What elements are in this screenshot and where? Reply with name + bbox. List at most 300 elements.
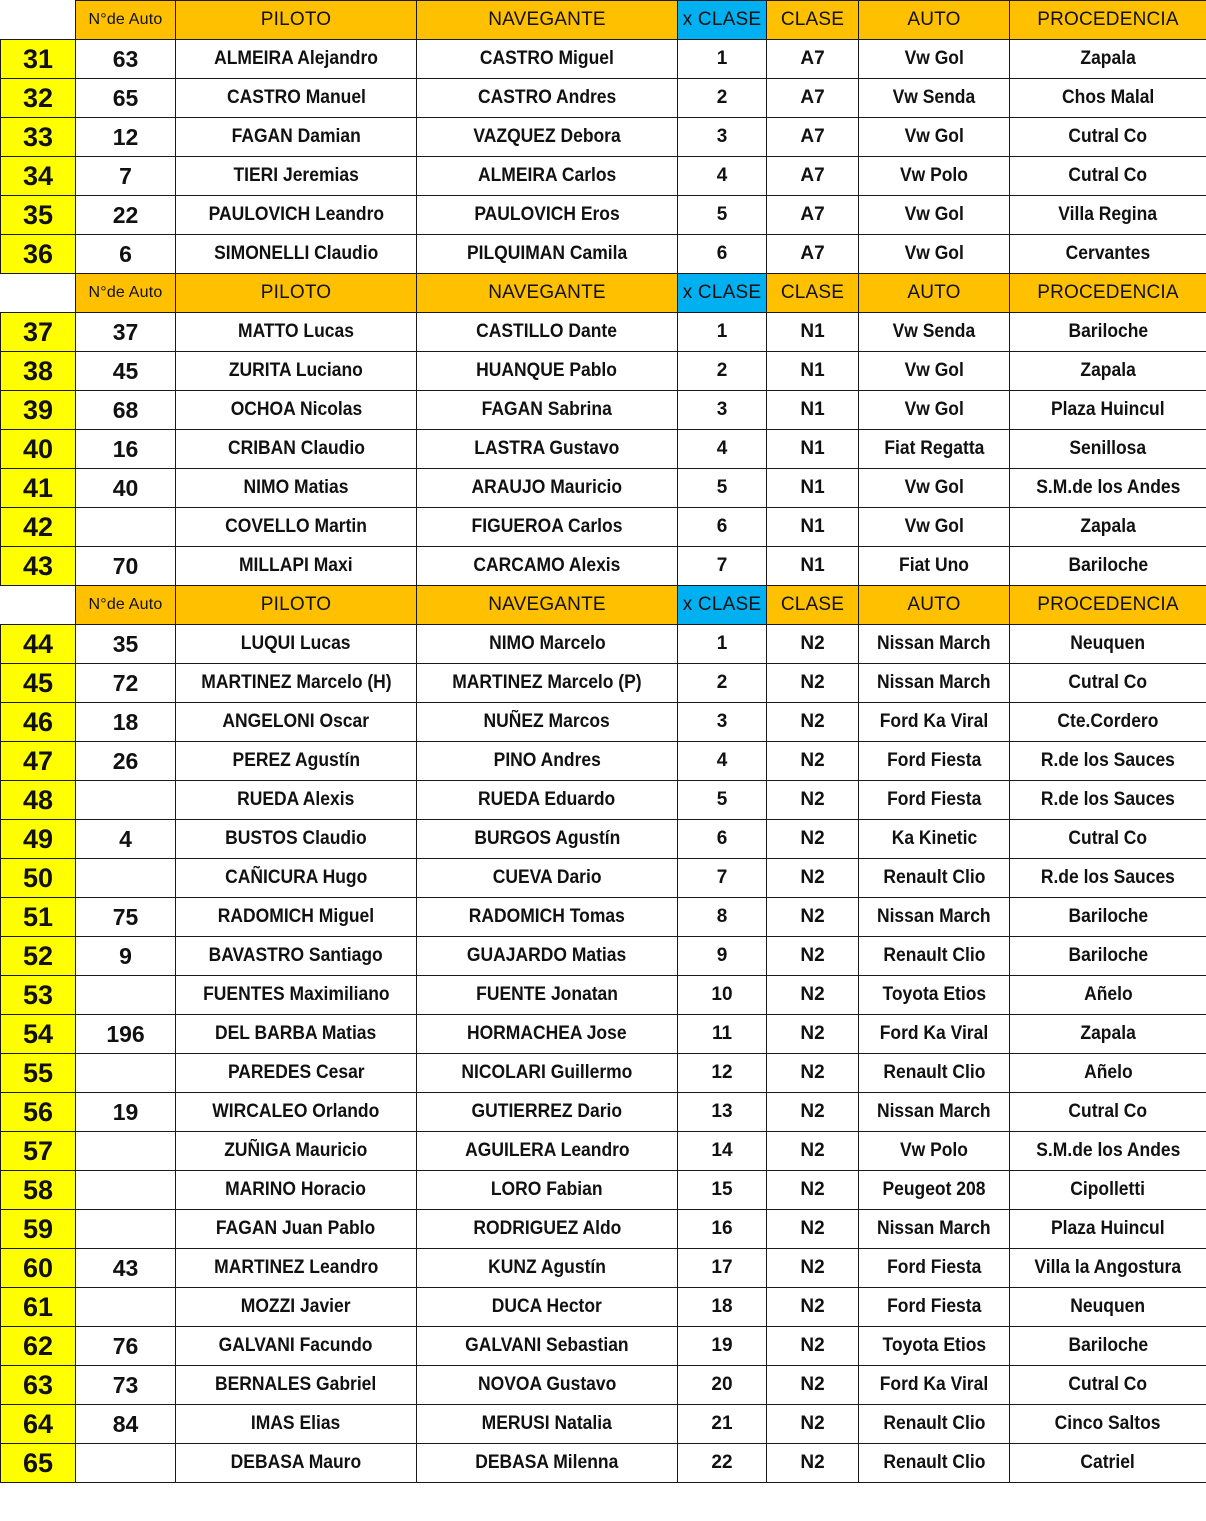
cell-piloto [176, 1366, 417, 1405]
cell-procedencia-text: R.de los Sauces [1040, 789, 1176, 810]
cell-procedencia-text: Cutral Co [1068, 1374, 1148, 1395]
cell-numero: 18 [76, 703, 176, 742]
table-row [1, 469, 1206, 508]
cell-navegante [417, 898, 678, 937]
cell-auto-text: Ford Fiesta [886, 1257, 982, 1278]
cell-procedencia-text: Cutral Co [1068, 126, 1148, 147]
cell-numero: 12 [76, 118, 176, 157]
cell-piloto-text: MOZZI Javier [241, 1296, 351, 1317]
cell-auto [859, 1327, 1010, 1366]
cell-navegante-text: RADOMICH Tomas [468, 906, 626, 927]
cell-piloto-text: CRIBAN Claudio [227, 438, 365, 459]
cell-procedencia [1010, 1054, 1206, 1093]
cell-position: 42 [1, 508, 76, 547]
cell-numero [76, 1171, 176, 1210]
cell-x-clase: 21 [678, 1405, 767, 1444]
cell-navegante [417, 664, 678, 703]
cell-procedencia-text: Neuquen [1070, 633, 1146, 654]
cell-piloto [176, 1210, 417, 1249]
cell-x-clase: 19 [678, 1327, 767, 1366]
cell-navegante-text: NUÑEZ Marcos [483, 711, 611, 732]
cell-piloto [176, 976, 417, 1015]
cell-clase: N2 [767, 1054, 859, 1093]
cell-auto-text: Fiat Uno [899, 555, 969, 576]
cell-numero: 40 [76, 469, 176, 508]
header-procedencia: PROCEDENCIA [1010, 586, 1206, 625]
cell-clase: N2 [767, 1327, 859, 1366]
cell-auto-text: Ka Kinetic [891, 828, 977, 849]
cell-numero: 76 [76, 1327, 176, 1366]
cell-clase: N1 [767, 313, 859, 352]
cell-clase: N2 [767, 1015, 859, 1054]
cell-x-clase: 15 [678, 1171, 767, 1210]
cell-procedencia-text: Bariloche [1068, 906, 1148, 927]
cell-procedencia-text: Bariloche [1068, 555, 1148, 576]
cell-navegante-text: MARTINEZ Marcelo (P) [452, 672, 642, 693]
header-blank-cell [1, 274, 76, 313]
cell-piloto-text: ANGELONI Oscar [222, 711, 370, 732]
cell-auto [859, 898, 1010, 937]
cell-clase: N2 [767, 1210, 859, 1249]
cell-piloto [176, 1288, 417, 1327]
cell-position: 47 [1, 742, 76, 781]
cell-procedencia-text: Catriel [1080, 1452, 1136, 1473]
cell-procedencia [1010, 781, 1206, 820]
cell-procedencia-text: Plaza Huincul [1051, 399, 1165, 420]
cell-numero [76, 859, 176, 898]
cell-piloto [176, 313, 417, 352]
cell-procedencia [1010, 703, 1206, 742]
cell-procedencia [1010, 742, 1206, 781]
cell-piloto-text: RUEDA Alexis [237, 789, 355, 810]
cell-auto-text: Nissan March [877, 1218, 991, 1239]
cell-procedencia-text: Zapala [1080, 1023, 1136, 1044]
cell-navegante [417, 937, 678, 976]
cell-piloto-text: DEBASA Mauro [230, 1452, 362, 1473]
cell-auto-text: Nissan March [877, 633, 991, 654]
cell-navegante [417, 1210, 678, 1249]
cell-navegante-text: PAULOVICH Eros [474, 204, 620, 225]
cell-numero: 26 [76, 742, 176, 781]
table-row [1, 1405, 1206, 1444]
cell-procedencia-text: Zapala [1080, 360, 1136, 381]
header-blank-cell [1, 1, 76, 40]
cell-navegante [417, 1054, 678, 1093]
cell-numero [76, 1054, 176, 1093]
cell-auto-text: Renault Clio [883, 867, 985, 888]
cell-navegante [417, 40, 678, 79]
cell-numero [76, 1444, 176, 1483]
cell-auto [859, 430, 1010, 469]
cell-numero: 43 [76, 1249, 176, 1288]
cell-auto [859, 664, 1010, 703]
cell-auto-text: Vw Gol [904, 204, 964, 225]
table-row [1, 664, 1206, 703]
cell-auto [859, 1444, 1010, 1483]
cell-procedencia-text: Plaza Huincul [1051, 1218, 1165, 1239]
cell-navegante-text: GUTIERREZ Dario [471, 1101, 623, 1122]
cell-auto [859, 976, 1010, 1015]
cell-numero [76, 1210, 176, 1249]
header-numero: N°de Auto [76, 1, 176, 40]
cell-auto-text: Vw Gol [904, 48, 964, 69]
cell-piloto [176, 742, 417, 781]
table-row [1, 859, 1206, 898]
cell-numero: 72 [76, 664, 176, 703]
cell-x-clase: 20 [678, 1366, 767, 1405]
cell-piloto [176, 625, 417, 664]
table-row [1, 235, 1206, 274]
cell-auto-text: Nissan March [877, 906, 991, 927]
cell-piloto [176, 508, 417, 547]
cell-auto-text: Ford Fiesta [886, 750, 982, 771]
cell-procedencia-text: Bariloche [1068, 945, 1148, 966]
cell-navegante [417, 1366, 678, 1405]
cell-navegante-text: CASTRO Andres [477, 87, 617, 108]
cell-navegante-text: FUENTE Jonatan [476, 984, 618, 1005]
cell-position: 46 [1, 703, 76, 742]
cell-procedencia-text: Zapala [1080, 516, 1136, 537]
cell-clase: N1 [767, 352, 859, 391]
table-row [1, 820, 1206, 859]
cell-position: 36 [1, 235, 76, 274]
cell-auto [859, 469, 1010, 508]
cell-procedencia-text: R.de los Sauces [1040, 750, 1176, 771]
cell-auto-text: Vw Gol [904, 360, 964, 381]
cell-position: 49 [1, 820, 76, 859]
cell-procedencia [1010, 196, 1206, 235]
cell-numero: 7 [76, 157, 176, 196]
cell-position: 37 [1, 313, 76, 352]
cell-procedencia-text: Cte.Cordero [1057, 711, 1159, 732]
table-row [1, 625, 1206, 664]
cell-position: 60 [1, 1249, 76, 1288]
cell-piloto [176, 937, 417, 976]
cell-auto [859, 118, 1010, 157]
header-navegante: NAVEGANTE [417, 1, 678, 40]
table-row [1, 508, 1206, 547]
cell-clase: N2 [767, 1132, 859, 1171]
cell-clase: A7 [767, 40, 859, 79]
cell-numero [76, 1288, 176, 1327]
cell-clase: N2 [767, 976, 859, 1015]
cell-clase: A7 [767, 79, 859, 118]
cell-procedencia [1010, 1171, 1206, 1210]
cell-clase: N2 [767, 1444, 859, 1483]
table-row [1, 40, 1206, 79]
cell-navegante-text: DUCA Hector [491, 1296, 603, 1317]
cell-piloto-text: ZURITA Luciano [228, 360, 364, 381]
cell-position: 58 [1, 1171, 76, 1210]
cell-navegante-text: PILQUIMAN Camila [466, 243, 628, 264]
table-row [1, 1327, 1206, 1366]
cell-auto [859, 235, 1010, 274]
cell-procedencia [1010, 1327, 1206, 1366]
cell-auto [859, 352, 1010, 391]
cell-x-clase: 13 [678, 1093, 767, 1132]
cell-navegante [417, 391, 678, 430]
header-clase: CLASE [767, 274, 859, 313]
cell-clase: A7 [767, 196, 859, 235]
header-piloto: PILOTO [176, 274, 417, 313]
table-row [1, 1015, 1206, 1054]
cell-numero: 196 [76, 1015, 176, 1054]
cell-navegante [417, 430, 678, 469]
cell-piloto-text: COVELLO Martin [225, 516, 367, 537]
header-piloto: PILOTO [176, 586, 417, 625]
header-navegante: NAVEGANTE [417, 586, 678, 625]
table-row [1, 79, 1206, 118]
header-clase: CLASE [767, 586, 859, 625]
cell-navegante-text: BURGOS Agustín [474, 828, 620, 849]
cell-clase: N2 [767, 1405, 859, 1444]
cell-piloto-text: WIRCALEO Orlando [212, 1101, 380, 1122]
table-row [1, 157, 1206, 196]
cell-clase: N1 [767, 391, 859, 430]
cell-position: 51 [1, 898, 76, 937]
cell-piloto-text: BUSTOS Claudio [225, 828, 367, 849]
cell-piloto-text: MARINO Horacio [225, 1179, 367, 1200]
cell-navegante [417, 508, 678, 547]
table-row [1, 313, 1206, 352]
cell-auto-text: Nissan March [877, 1101, 991, 1122]
cell-piloto [176, 820, 417, 859]
cell-clase: N2 [767, 742, 859, 781]
cell-numero: 75 [76, 898, 176, 937]
table-row [1, 898, 1206, 937]
cell-procedencia [1010, 1249, 1206, 1288]
cell-navegante [417, 742, 678, 781]
cell-piloto [176, 1444, 417, 1483]
cell-navegante-text: NICOLARI Guillermo [461, 1062, 633, 1083]
cell-procedencia-text: Cipolletti [1070, 1179, 1146, 1200]
cell-piloto [176, 352, 417, 391]
table-row [1, 781, 1206, 820]
cell-procedencia-text: Añelo [1083, 1062, 1133, 1083]
cell-piloto-text: DEL BARBA Matias [215, 1023, 377, 1044]
cell-x-clase: 6 [678, 508, 767, 547]
cell-clase: N2 [767, 1288, 859, 1327]
cell-piloto-text: BERNALES Gabriel [215, 1374, 377, 1395]
cell-navegante [417, 859, 678, 898]
table-row [1, 1171, 1206, 1210]
cell-piloto-text: TIERI Jeremias [233, 165, 359, 186]
table-row [1, 196, 1206, 235]
cell-procedencia [1010, 820, 1206, 859]
cell-piloto-text: MARTINEZ Marcelo (H) [200, 672, 392, 693]
cell-navegante [417, 703, 678, 742]
cell-x-clase: 12 [678, 1054, 767, 1093]
cell-procedencia [1010, 157, 1206, 196]
cell-auto [859, 1015, 1010, 1054]
cell-auto-text: Toyota Etios [882, 984, 986, 1005]
cell-navegante [417, 1444, 678, 1483]
cell-position: 39 [1, 391, 76, 430]
header-navegante: NAVEGANTE [417, 274, 678, 313]
cell-navegante-text: CARCAMO Alexis [473, 555, 621, 576]
cell-navegante [417, 157, 678, 196]
header-x-clase: x CLASE [678, 1, 767, 40]
cell-navegante-text: RUEDA Eduardo [478, 789, 616, 810]
table-row [1, 1366, 1206, 1405]
cell-numero: 22 [76, 196, 176, 235]
cell-procedencia [1010, 1405, 1206, 1444]
cell-auto [859, 1054, 1010, 1093]
cell-clase: N2 [767, 820, 859, 859]
cell-procedencia [1010, 235, 1206, 274]
cell-auto-text: Renault Clio [883, 1452, 985, 1473]
cell-x-clase: 4 [678, 742, 767, 781]
cell-procedencia-text: Cutral Co [1068, 828, 1148, 849]
cell-procedencia [1010, 898, 1206, 937]
cell-auto-text: Ford Fiesta [886, 789, 982, 810]
cell-clase: N2 [767, 1366, 859, 1405]
cell-auto-text: Vw Gol [904, 243, 964, 264]
cell-piloto-text: MARTINEZ Leandro [213, 1257, 379, 1278]
cell-piloto-text: CASTRO Manuel [226, 87, 366, 108]
cell-navegante-text: ALMEIRA Carlos [477, 165, 617, 186]
cell-auto-text: Toyota Etios [882, 1335, 986, 1356]
cell-navegante [417, 118, 678, 157]
cell-navegante [417, 1249, 678, 1288]
cell-navegante [417, 469, 678, 508]
table-row [1, 430, 1206, 469]
cell-clase: A7 [767, 157, 859, 196]
cell-x-clase: 2 [678, 352, 767, 391]
cell-procedencia-text: Cutral Co [1068, 165, 1148, 186]
cell-position: 63 [1, 1366, 76, 1405]
cell-numero: 70 [76, 547, 176, 586]
cell-x-clase: 22 [678, 1444, 767, 1483]
cell-navegante-text: GALVANI Sebastian [465, 1335, 629, 1356]
cell-piloto [176, 40, 417, 79]
cell-position: 54 [1, 1015, 76, 1054]
cell-navegante [417, 547, 678, 586]
cell-navegante [417, 1093, 678, 1132]
cell-auto [859, 1288, 1010, 1327]
cell-procedencia [1010, 937, 1206, 976]
cell-procedencia [1010, 1093, 1206, 1132]
cell-auto-text: Ford Ka Viral [879, 711, 989, 732]
cell-auto [859, 859, 1010, 898]
cell-x-clase: 5 [678, 196, 767, 235]
cell-procedencia [1010, 313, 1206, 352]
cell-procedencia-text: R.de los Sauces [1040, 867, 1176, 888]
cell-position: 57 [1, 1132, 76, 1171]
cell-piloto [176, 79, 417, 118]
header-auto: AUTO [859, 274, 1010, 313]
cell-position: 59 [1, 1210, 76, 1249]
cell-navegante-text: CASTRO Miguel [479, 48, 615, 69]
cell-clase: N2 [767, 1093, 859, 1132]
cell-auto-text: Renault Clio [883, 1413, 985, 1434]
cell-auto [859, 781, 1010, 820]
cell-navegante-text: FIGUEROA Carlos [471, 516, 623, 537]
cell-navegante-text: LASTRA Gustavo [474, 438, 620, 459]
cell-x-clase: 2 [678, 79, 767, 118]
cell-clase: N1 [767, 547, 859, 586]
cell-piloto [176, 1132, 417, 1171]
cell-navegante [417, 1015, 678, 1054]
cell-piloto [176, 430, 417, 469]
header-row [1, 586, 1206, 625]
cell-navegante-text: VAZQUEZ Debora [473, 126, 621, 147]
cell-position: 52 [1, 937, 76, 976]
table-row [1, 391, 1206, 430]
header-blank-cell [1, 586, 76, 625]
cell-clase: N2 [767, 898, 859, 937]
header-row [1, 274, 1206, 313]
cell-auto [859, 196, 1010, 235]
cell-navegante [417, 235, 678, 274]
cell-navegante-text: ARAUJO Mauricio [471, 477, 623, 498]
cell-navegante-text: CASTILLO Dante [476, 321, 618, 342]
cell-procedencia-text: Bariloche [1068, 1335, 1148, 1356]
cell-procedencia [1010, 1366, 1206, 1405]
cell-auto-text: Renault Clio [883, 1062, 985, 1083]
cell-position: 43 [1, 547, 76, 586]
cell-procedencia [1010, 40, 1206, 79]
cell-navegante-text: LORO Fabian [491, 1179, 603, 1200]
cell-procedencia [1010, 508, 1206, 547]
cell-numero: 6 [76, 235, 176, 274]
header-auto: AUTO [859, 586, 1010, 625]
cell-piloto-text: MILLAPI Maxi [239, 555, 353, 576]
cell-position: 34 [1, 157, 76, 196]
cell-auto [859, 1171, 1010, 1210]
cell-navegante-text: HUANQUE Pablo [476, 360, 618, 381]
cell-piloto [176, 235, 417, 274]
cell-navegante [417, 625, 678, 664]
cell-piloto [176, 1249, 417, 1288]
table-row [1, 1093, 1206, 1132]
cell-procedencia [1010, 391, 1206, 430]
cell-procedencia-text: Zapala [1080, 48, 1136, 69]
cell-procedencia-text: Chos Malal [1061, 87, 1155, 108]
cell-piloto-text: MATTO Lucas [238, 321, 354, 342]
cell-clase: N2 [767, 625, 859, 664]
cell-numero: 9 [76, 937, 176, 976]
cell-procedencia-text: Villa la Angostura [1034, 1257, 1182, 1278]
cell-procedencia [1010, 430, 1206, 469]
cell-procedencia [1010, 1210, 1206, 1249]
cell-auto [859, 157, 1010, 196]
cell-navegante-text: NIMO Marcelo [488, 633, 606, 654]
cell-numero: 45 [76, 352, 176, 391]
cell-position: 48 [1, 781, 76, 820]
table-row [1, 1249, 1206, 1288]
cell-auto [859, 820, 1010, 859]
cell-navegante-text: PINO Andres [493, 750, 601, 771]
cell-auto [859, 625, 1010, 664]
cell-piloto [176, 547, 417, 586]
cell-navegante-text: DEBASA Milenna [475, 1452, 619, 1473]
cell-position: 38 [1, 352, 76, 391]
cell-numero [76, 976, 176, 1015]
table-row [1, 1210, 1206, 1249]
cell-auto-text: Vw Polo [900, 1140, 968, 1161]
cell-x-clase: 3 [678, 118, 767, 157]
cell-position: 45 [1, 664, 76, 703]
cell-piloto-text: PAULOVICH Leandro [208, 204, 384, 225]
cell-navegante [417, 196, 678, 235]
cell-position: 41 [1, 469, 76, 508]
cell-procedencia [1010, 469, 1206, 508]
cell-auto [859, 79, 1010, 118]
cell-auto [859, 1132, 1010, 1171]
cell-auto [859, 937, 1010, 976]
cell-position: 35 [1, 196, 76, 235]
